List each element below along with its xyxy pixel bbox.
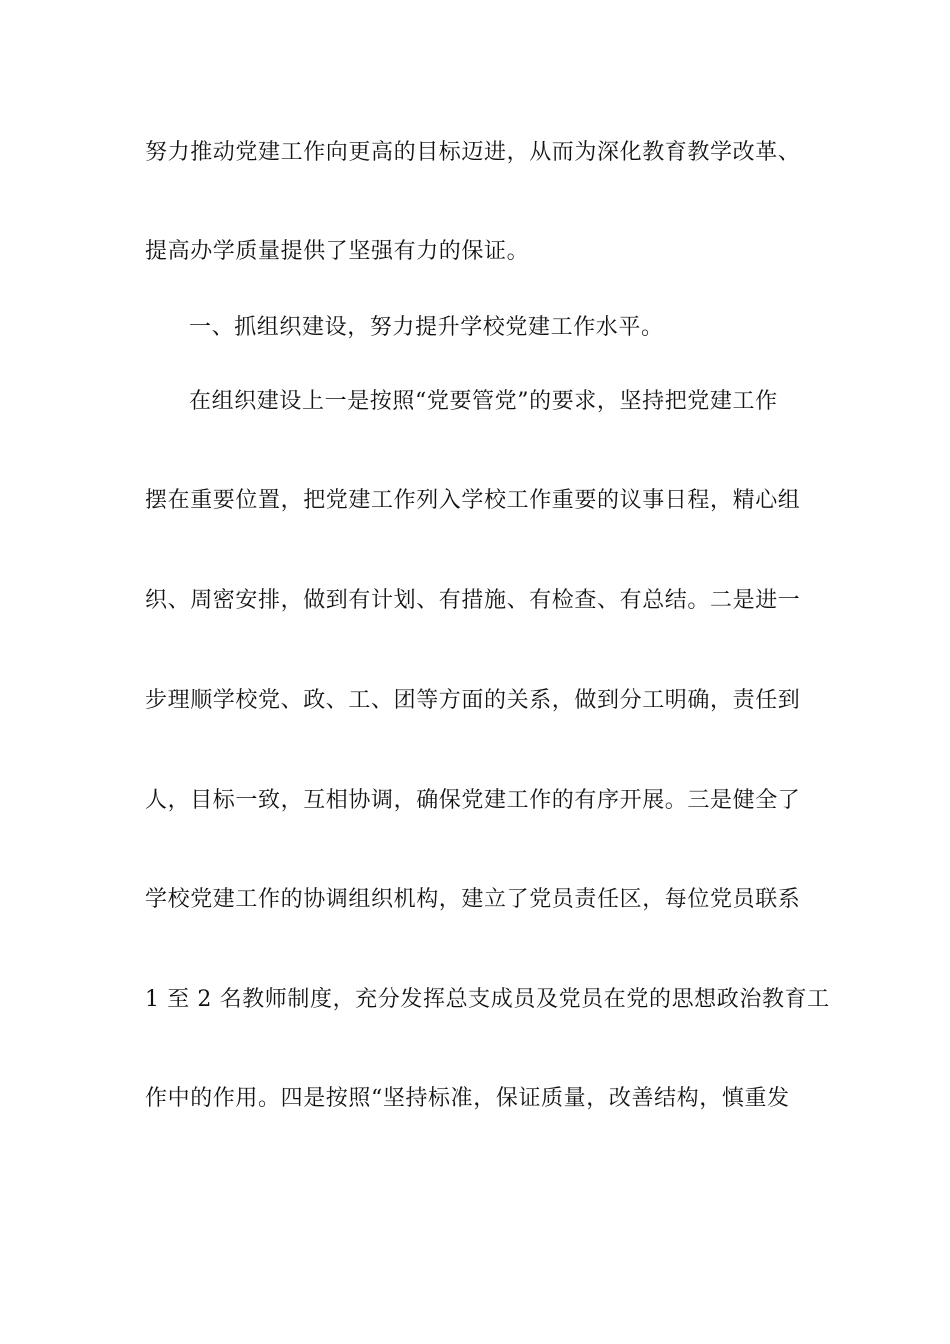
text-line: 学校党建工作的协调组织机构，建立了党员责任区，每位党员联系 xyxy=(145,887,801,912)
paragraph-first-line: 在组织建设上一是按照“党要管党”的要求，坚持把党建工作 xyxy=(189,389,778,414)
text-line: 提高办学质量提供了坚强有力的保证。 xyxy=(145,239,530,264)
text-line: 人，目标一致，互相协调，确保党建工作的有序开展。三是健全了 xyxy=(145,788,801,813)
text-line: 1 至 2 名教师制度，充分发挥总支成员及党员在党的思想政治教育工 xyxy=(145,987,830,1012)
text-line: 努力推动党建工作向更高的目标迈进，从而为深化教育教学改革、 xyxy=(145,140,801,165)
text-line: 作中的作用。四是按照“坚持标准，保证质量，改善结构，慎重发 xyxy=(145,1086,790,1111)
text-line: 步理顺学校党、政、工、团等方面的关系，做到分工明确，责任到 xyxy=(145,688,801,713)
text-line: 摆在重要位置，把党建工作列入学校工作重要的议事日程，精心组 xyxy=(145,488,801,513)
section-heading: 一、抓组织建设，努力提升学校党建工作水平。 xyxy=(189,315,664,340)
text-line: 织、周密安排，做到有计划、有措施、有检查、有总结。二是进一 xyxy=(145,588,801,613)
